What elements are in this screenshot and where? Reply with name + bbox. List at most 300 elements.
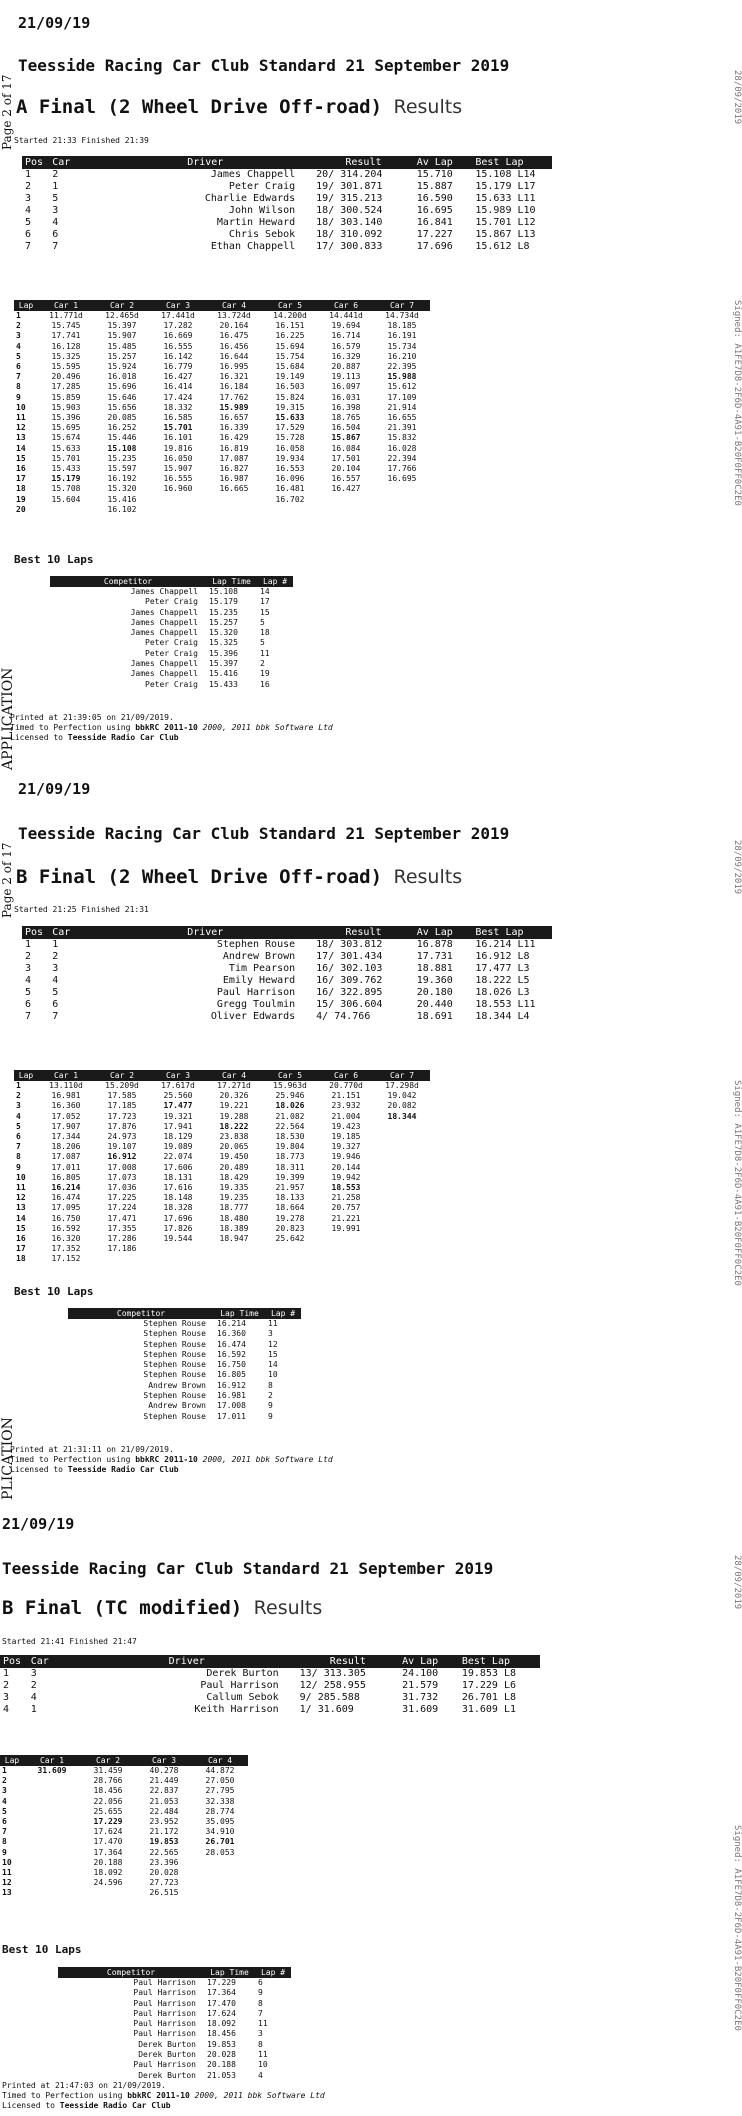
- lap-number: 3: [2, 1786, 7, 1796]
- competitor-cell: Andrew Brown: [148, 1401, 206, 1411]
- col-driver: Driver: [77, 1655, 297, 1668]
- lap-time-cell: 20.757: [331, 1203, 361, 1213]
- lap-time-cell: 16.102: [107, 504, 137, 514]
- col-lap: Lap: [0, 1755, 24, 1766]
- result-row: [22, 999, 552, 1011]
- lap-time-cell: 16.644: [219, 351, 249, 361]
- driver-cell: Stephen Rouse: [216, 939, 296, 950]
- lap-time-cell: 25.655: [93, 1806, 123, 1816]
- lapnum-cell: 12: [268, 1339, 278, 1349]
- lap-row: [14, 474, 430, 484]
- lap-time-cell: 22.395: [387, 362, 417, 372]
- driver-cell: Keith Harrison: [194, 1704, 279, 1715]
- lapnum-cell: 11: [258, 2019, 268, 2029]
- lap-time-cell: [318, 1254, 374, 1264]
- lap-time-cell: 15.485: [107, 341, 137, 351]
- best-laps-table: [50, 576, 293, 690]
- best-lap-row: [58, 1999, 291, 2009]
- lap-time-cell: [150, 505, 206, 515]
- lap-time-cell: 16.750: [51, 1213, 81, 1223]
- lap-time-cell: [262, 1254, 318, 1264]
- application-side-label: PLICATION: [0, 1417, 16, 1500]
- result-cell: 19/ 315.213: [316, 193, 383, 204]
- lap-row: [14, 321, 430, 331]
- col-lapnum: Lap #: [255, 1967, 291, 1978]
- lap-time-cell: 21.391: [387, 423, 417, 433]
- software-name: bbkRC 2011-10: [127, 2091, 190, 2100]
- car-cell: 3: [52, 963, 59, 974]
- lap-number: 2: [16, 321, 21, 331]
- lap-time-cell: 17.624: [93, 1827, 123, 1837]
- lap-time-cell: [24, 1807, 80, 1817]
- lap-time-cell: 17.441d: [161, 311, 195, 320]
- start-finish-times: Started 21:25 Finished 21:31: [14, 905, 149, 914]
- driver-cell: Gregg Toulmin: [216, 999, 296, 1010]
- lap-time-cell: 16.579: [331, 341, 361, 351]
- race-name: B Final (TC modified): [2, 1597, 243, 1619]
- lap-number: 4: [16, 341, 21, 351]
- lapnum-cell: 8: [258, 1998, 263, 2008]
- lap-number: 12: [16, 423, 26, 433]
- lap-time-cell: 28.053: [205, 1847, 235, 1857]
- side-date-right: 28/09/2019: [732, 70, 742, 125]
- col-car-5: Car 5: [262, 1070, 318, 1081]
- lap-row: [0, 1797, 248, 1807]
- lap-time-cell: 16.191: [387, 331, 417, 341]
- lap-time-cell: 21.004: [331, 1111, 361, 1121]
- laptime-cell: 16.360: [217, 1329, 246, 1339]
- col-car-7: Car 7: [374, 1070, 430, 1081]
- lap-time-cell: [374, 1234, 430, 1244]
- best-body: [68, 1319, 301, 1422]
- avlap-cell: 18.881: [416, 963, 453, 974]
- lap-time-cell: 15.988: [387, 372, 417, 382]
- bestlap-cell: 18.553 L11: [475, 999, 536, 1010]
- avlap-cell: 18.691: [416, 1011, 453, 1022]
- competitor-cell: Paul Harrison: [133, 2060, 196, 2070]
- best-laps-table: [58, 1967, 291, 2081]
- lap-time-cell: [24, 1786, 80, 1796]
- col-laptime: Lap Time: [206, 576, 257, 587]
- competitor-cell: Stephen Rouse: [143, 1370, 206, 1380]
- avlap-cell: 17.227: [416, 229, 453, 240]
- lap-time-cell: [374, 1183, 430, 1193]
- best-lap-row: [68, 1319, 301, 1329]
- lap-time-cell: 19.221: [219, 1101, 249, 1111]
- race-name: A Final (2 Wheel Drive Off-road): [16, 96, 383, 118]
- competitor-cell: Derek Burton: [138, 2070, 196, 2080]
- timed-line: [10, 1455, 333, 1465]
- lap-time-cell: 23.932: [331, 1101, 361, 1111]
- lap-time-cell: 20.104: [331, 464, 361, 474]
- copyright: 2000, 2011 bbk Software Ltd: [197, 1455, 333, 1464]
- lap-time-cell: 16.657: [219, 413, 249, 423]
- lap-row: [14, 393, 430, 403]
- lap-time-cell: [374, 1173, 430, 1183]
- results-table: [22, 926, 552, 1023]
- lap-row: [14, 352, 430, 362]
- lap-time-cell: 21.914: [387, 402, 417, 412]
- lap-time-cell: [318, 1234, 374, 1244]
- lap-time-cell: 20.164: [219, 321, 249, 331]
- pos-cell: 2: [25, 181, 32, 192]
- lap-row: [14, 433, 430, 443]
- lap-time-cell: 18.092: [93, 1868, 123, 1878]
- col-car: Car: [49, 156, 97, 169]
- lap-row: [14, 1183, 430, 1193]
- lap-row: [14, 1254, 430, 1264]
- pos-cell: 4: [3, 1704, 10, 1715]
- lap-number: 12: [2, 1878, 12, 1888]
- col-result: Result: [313, 926, 414, 939]
- lap-time-cell: 19.816: [163, 443, 193, 453]
- bestlap-cell: 15.633 L11: [475, 193, 536, 204]
- laptime-cell: 17.470: [207, 1998, 236, 2008]
- lap-time-cell: 18.344: [387, 1111, 417, 1121]
- best-lap-row: [68, 1370, 301, 1380]
- best-lap-row: [68, 1340, 301, 1350]
- licensed-prefix: Licensed to: [10, 733, 68, 742]
- lap-header-row: [14, 1070, 430, 1081]
- result-cell: 18/ 303.812: [316, 939, 383, 950]
- lap-time-cell: 17.185: [107, 1101, 137, 1111]
- col-bestlap: Best Lap: [459, 1655, 540, 1668]
- competitor-cell: Paul Harrison: [133, 1998, 196, 2008]
- lap-row: [14, 1101, 430, 1111]
- lap-number: 9: [2, 1847, 7, 1857]
- lap-time-cell: 20.326: [219, 1091, 249, 1101]
- competitor-cell: Stephen Rouse: [143, 1319, 206, 1328]
- best-lap-row: [58, 1988, 291, 1998]
- competitor-cell: Paul Harrison: [133, 1988, 196, 1998]
- club-name: Teesside Radio Car Club: [67, 733, 179, 742]
- lap-time-cell: 13.724d: [217, 311, 251, 320]
- lap-time-cell: 16.142: [163, 351, 193, 361]
- lapnum-cell: 9: [258, 1988, 263, 1998]
- driver-cell: Paul Harrison: [216, 987, 296, 998]
- col-car-6: Car 6: [318, 1070, 374, 1081]
- lap-row: [14, 1122, 430, 1132]
- best-lap-row: [68, 1381, 301, 1391]
- driver-cell: Charlie Edwards: [204, 193, 296, 204]
- lap-time-cell: 15.325: [51, 351, 81, 361]
- lap-time-cell: 16.585: [163, 413, 193, 423]
- lap-number: 5: [16, 1121, 21, 1131]
- lap-time-cell: 15.734: [387, 341, 417, 351]
- col-car-2: Car 2: [80, 1755, 136, 1766]
- lap-times-table: [14, 1070, 430, 1265]
- event-title: Teesside Racing Car Club Standard 21 September 2019: [18, 824, 510, 843]
- laptime-cell: 15.396: [209, 648, 238, 658]
- lap-time-cell: 16.360: [51, 1101, 81, 1111]
- result-row: [22, 241, 552, 253]
- lap-time-cell: 19.042: [387, 1091, 417, 1101]
- bestlap-cell: 15.701 L12: [475, 217, 536, 228]
- driver-cell: Martin Heward: [216, 217, 296, 228]
- lapnum-cell: 2: [268, 1391, 273, 1401]
- lap-time-cell: 19.694: [331, 321, 361, 331]
- lap-number: 1: [2, 1766, 7, 1775]
- lap-time-cell: 17.344: [51, 1132, 81, 1142]
- start-finish-times: Started 21:33 Finished 21:39: [14, 136, 149, 145]
- lap-time-cell: 31.459: [93, 1766, 123, 1775]
- car-cell: 7: [52, 241, 59, 252]
- results-header-row: [22, 926, 552, 939]
- best-lap-row: [50, 628, 293, 638]
- lap-time-cell: [374, 1132, 430, 1142]
- lap-time-cell: 18.773: [275, 1152, 305, 1162]
- lap-time-cell: [206, 1244, 262, 1254]
- lap-time-cell: 17.095: [51, 1203, 81, 1213]
- page-number-side: Page 2 of 17: [0, 74, 14, 150]
- lap-time-cell: 18.131: [163, 1172, 193, 1182]
- competitor-cell: Stephen Rouse: [143, 1391, 206, 1401]
- lap-number: 14: [16, 1213, 26, 1223]
- lap-time-cell: [150, 495, 206, 505]
- lap-time-cell: 17.471: [107, 1213, 137, 1223]
- avlap-cell: 16.878: [416, 939, 453, 950]
- car-cell: 4: [52, 975, 59, 986]
- lap-time-cell: 22.056: [93, 1796, 123, 1806]
- lap-time-cell: 27.723: [149, 1878, 179, 1888]
- col-laptime: Lap Time: [204, 1967, 255, 1978]
- lap-time-cell: 17.271d: [217, 1081, 251, 1090]
- lap-time-cell: 17.501: [331, 453, 361, 463]
- competitor-cell: James Chappell: [130, 628, 198, 638]
- competitor-cell: Stephen Rouse: [143, 1360, 206, 1370]
- lap-time-cell: 16.474: [51, 1193, 81, 1203]
- laptime-cell: 19.853: [207, 2039, 236, 2049]
- lap-time-cell: [150, 1254, 206, 1264]
- printed-at: Printed at 21:39:05 on 21/09/2019.: [10, 713, 174, 722]
- lap-row: [14, 444, 430, 454]
- lap-number: 14: [16, 443, 26, 453]
- best-lap-row: [58, 2050, 291, 2060]
- lap-time-cell: 20.028: [149, 1868, 179, 1878]
- lap-row: [14, 484, 430, 494]
- lap-time-cell: 16.503: [275, 382, 305, 392]
- col-car-1: Car 1: [38, 300, 94, 311]
- licensed-line: [10, 733, 333, 743]
- lap-row: [0, 1776, 248, 1786]
- result-cell: 17/ 301.434: [316, 951, 383, 962]
- lap-time-cell: [38, 505, 94, 515]
- car-cell: 2: [30, 1680, 37, 1691]
- lap-time-cell: 18.530: [275, 1132, 305, 1142]
- col-car: Car: [28, 1655, 77, 1668]
- avlap-cell: 20.180: [416, 987, 453, 998]
- lap-time-cell: 17.109: [387, 392, 417, 402]
- lap-time-cell: 16.329: [331, 351, 361, 361]
- lap-time-cell: 18.133: [275, 1193, 305, 1203]
- lap-time-cell: 22.394: [387, 453, 417, 463]
- bestlap-cell: 15.612 L8: [475, 241, 530, 252]
- lap-time-cell: 19.423: [331, 1121, 361, 1131]
- col-car-1: Car 1: [38, 1070, 94, 1081]
- pos-cell: 2: [25, 951, 32, 962]
- laptime-cell: 15.235: [209, 607, 238, 617]
- lap-row: [14, 495, 430, 505]
- lap-time-cell: 16.128: [51, 341, 81, 351]
- lapnum-cell: 4: [258, 2070, 263, 2080]
- best-lap-row: [58, 2019, 291, 2029]
- result-cell: 18/ 303.140: [316, 217, 383, 228]
- pos-cell: 7: [25, 1011, 32, 1022]
- section-b-final-2wd: [0, 780, 742, 1515]
- col-car-6: Car 6: [318, 300, 374, 311]
- side-date-right: 28/09/2019: [732, 840, 742, 895]
- competitor-cell: James Chappell: [130, 669, 198, 679]
- lapnum-cell: 18: [260, 628, 270, 638]
- lap-number: 15: [16, 453, 26, 463]
- lap-time-cell: [94, 1254, 150, 1264]
- lap-time-cell: 17.186: [107, 1244, 137, 1254]
- lap-time-cell: 15.646: [107, 392, 137, 402]
- avlap-cell: 17.696: [416, 241, 453, 252]
- best-lap-row: [50, 649, 293, 659]
- pos-cell: 2: [3, 1680, 10, 1691]
- best-lap-row: [58, 2060, 291, 2070]
- driver-cell: Emily Heward: [222, 975, 296, 986]
- side-ref-right: Signed: A1FE7D8-2F6D-4A91-B20F0FF0C2E0: [732, 1825, 742, 2031]
- lap-row: [14, 342, 430, 352]
- lap-row: [0, 1786, 248, 1796]
- timed-prefix: Timed to Perfection using: [10, 1455, 136, 1464]
- page-number-side: Page 2 of 17: [0, 842, 14, 918]
- lap-time-cell: 22.837: [149, 1786, 179, 1796]
- lapnum-cell: 11: [268, 1319, 278, 1328]
- lap-time-cell: 23.838: [219, 1132, 249, 1142]
- lap-time-cell: 19.288: [219, 1111, 249, 1121]
- side-ref-right: Signed: A1FE7D8-2F6D-4A91-B20F0FF0C2E0: [732, 300, 742, 506]
- lap-time-cell: 15.745: [51, 321, 81, 331]
- lap-time-cell: 20.082: [387, 1101, 417, 1111]
- lap-body: [14, 1081, 430, 1265]
- lap-time-cell: 16.995: [219, 362, 249, 372]
- lap-time-cell: 22.565: [149, 1847, 179, 1857]
- lap-time-cell: 17.224: [107, 1203, 137, 1213]
- bestlap-cell: 17.477 L3: [475, 963, 530, 974]
- competitor-cell: Stephen Rouse: [143, 1339, 206, 1349]
- lap-time-cell: [150, 1244, 206, 1254]
- lap-time-cell: 15.633: [51, 443, 81, 453]
- driver-cell: Tim Pearson: [228, 963, 296, 974]
- results-table: [0, 1655, 540, 1716]
- laptime-cell: 15.325: [209, 638, 238, 648]
- pos-cell: 6: [25, 229, 32, 240]
- lap-time-cell: [374, 1193, 430, 1203]
- lap-time-cell: 16.096: [275, 474, 305, 484]
- lap-time-cell: 15.696: [107, 382, 137, 392]
- competitor-cell: Andrew Brown: [148, 1380, 206, 1390]
- lap-time-cell: [374, 1152, 430, 1162]
- result-row: [22, 1011, 552, 1023]
- best-lap-row: [50, 638, 293, 648]
- laptime-cell: 15.416: [209, 669, 238, 679]
- col-lap: Lap: [14, 1070, 38, 1081]
- lapnum-cell: 8: [268, 1380, 273, 1390]
- lap-time-cell: [24, 1797, 80, 1807]
- lap-time-cell: 31.609: [37, 1766, 67, 1775]
- laptime-cell: 16.981: [217, 1391, 246, 1401]
- best-header-row: [50, 576, 293, 587]
- col-competitor: Competitor: [50, 576, 206, 587]
- best-lap-row: [68, 1391, 301, 1401]
- laptime-cell: 18.456: [207, 2029, 236, 2039]
- lap-time-cell: 40.278: [149, 1766, 179, 1775]
- lap-time-cell: 20.188: [93, 1857, 123, 1867]
- lap-time-cell: 19.327: [331, 1142, 361, 1152]
- driver-cell: James Chappell: [210, 169, 296, 180]
- licensed-prefix: Licensed to: [10, 1465, 68, 1474]
- lap-row: [0, 1766, 248, 1776]
- result-cell: 13/ 313.305: [299, 1668, 366, 1679]
- results-header-row: [22, 156, 552, 169]
- car-cell: 3: [30, 1668, 37, 1679]
- lap-time-cell: 17.087: [51, 1152, 81, 1162]
- best-lap-row: [58, 2071, 291, 2081]
- col-avlap: Av Lap: [414, 926, 473, 939]
- lap-time-cell: 17.073: [107, 1172, 137, 1182]
- best-lap-row: [68, 1360, 301, 1370]
- best-header-row: [68, 1308, 301, 1319]
- lap-number: 3: [16, 331, 21, 341]
- avlap-cell: 24.100: [402, 1668, 439, 1679]
- laptime-cell: 20.188: [207, 2060, 236, 2070]
- lap-time-cell: 16.192: [107, 474, 137, 484]
- lap-number: 17: [16, 474, 26, 484]
- bestlap-cell: 15.989 L10: [475, 205, 536, 216]
- lap-time-cell: 15.604: [51, 494, 81, 504]
- lap-number: 19: [16, 494, 26, 504]
- lap-time-cell: 17.470: [93, 1837, 123, 1847]
- best-lap-row: [68, 1401, 301, 1411]
- lap-time-cell: 16.214: [51, 1183, 81, 1193]
- lap-time-cell: 15.907: [163, 464, 193, 474]
- lap-time-cell: 15.209d: [105, 1081, 139, 1090]
- result-row: [0, 1668, 540, 1680]
- lap-time-cell: 17.286: [107, 1234, 137, 1244]
- lap-time-cell: 15.446: [107, 433, 137, 443]
- lap-time-cell: 15.708: [51, 484, 81, 494]
- avlap-cell: 16.590: [416, 193, 453, 204]
- race-title: [2, 1597, 322, 1619]
- lap-time-cell: 19.278: [275, 1213, 305, 1223]
- lap-time-cell: 16.819: [219, 443, 249, 453]
- results-header-row: [0, 1655, 540, 1668]
- lap-number: 8: [16, 382, 21, 392]
- bestlap-cell: 16.214 L11: [475, 939, 536, 950]
- pos-cell: 6: [25, 999, 32, 1010]
- laptime-cell: 21.053: [207, 2070, 236, 2080]
- col-car-2: Car 2: [94, 1070, 150, 1081]
- lap-time-cell: 17.477: [163, 1101, 193, 1111]
- lap-time-cell: 19.315: [275, 402, 305, 412]
- lap-time-cell: 17.617d: [161, 1081, 195, 1090]
- lap-row: [0, 1848, 248, 1858]
- lap-time-cell: 18.026: [275, 1101, 305, 1111]
- lap-time-cell: 18.664: [275, 1203, 305, 1213]
- lap-time-cell: 15.656: [107, 402, 137, 412]
- lap-row: [14, 1152, 430, 1162]
- pos-cell: 7: [25, 241, 32, 252]
- lap-time-cell: 15.633: [275, 413, 305, 423]
- laptime-cell: 17.229: [207, 1978, 236, 1987]
- lap-time-cell: 19.113: [331, 372, 361, 382]
- lapnum-cell: 15: [268, 1349, 278, 1359]
- lap-time-cell: 15.416: [107, 494, 137, 504]
- laptime-cell: 16.214: [217, 1319, 246, 1328]
